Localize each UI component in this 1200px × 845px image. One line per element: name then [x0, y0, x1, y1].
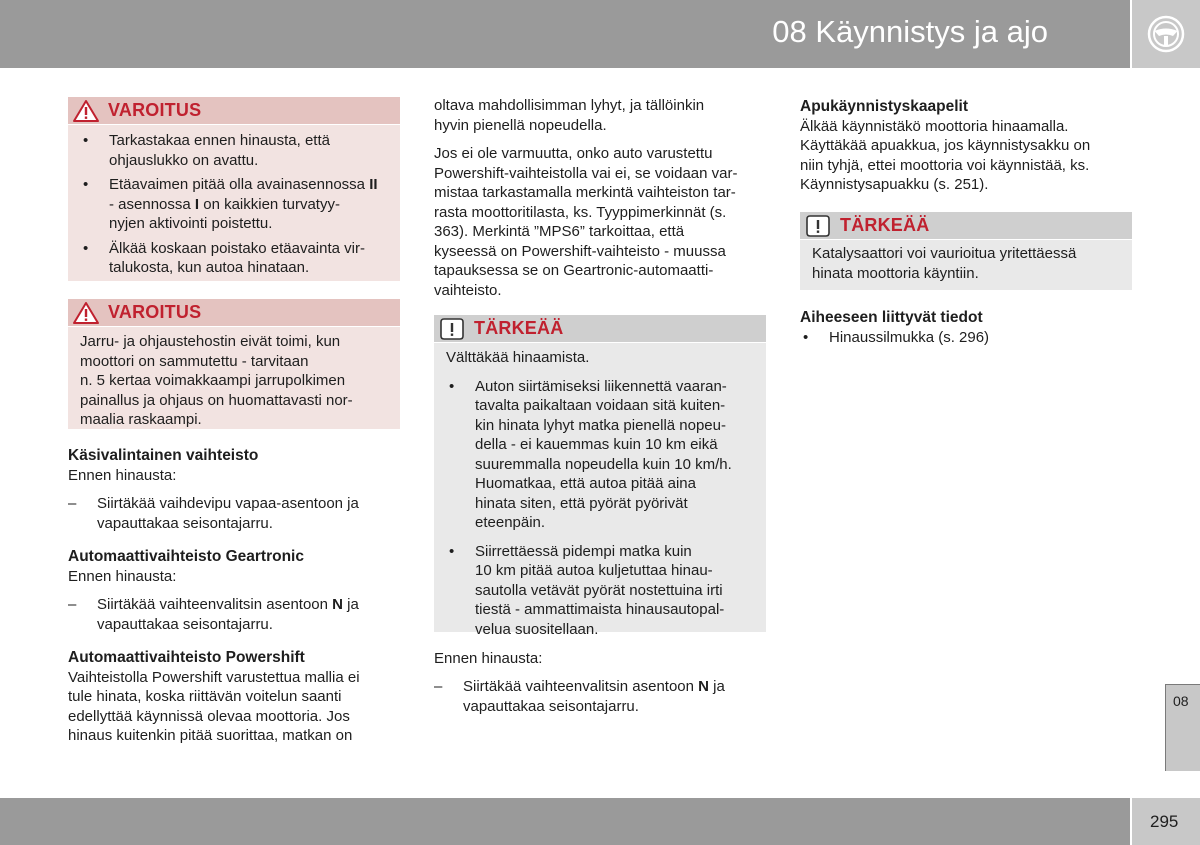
- paragraph: Jos ei ole varmuutta, onko auto varustettu Powershift-vaihteistolla vai ei, se voidaan var- mistaa tarkastamalla merkintä vaihteiston tar- rasta moottoritilasta, ks. Tyyppimerkinnät (s. 363). Merkintä ”MPS6” tarkoittaa, että kyseessä on Powershift-vaihteisto - muussa tapauksessa se on Geartronic-automaatti- vaihteisto.: [434, 145, 738, 299]
- section-text: Älkää käynnistäkö moottoria hinaamalla. Käyttäkää apuakkua, jos käynnistysakku on niin tyhjä, ettei moottoria voi käynnistää, ks. Käynnistysapuakku (s. 251).: [800, 117, 1091, 193]
- important-intro: Välttäkää hinaamista.: [446, 349, 590, 366]
- important-text: Katalysaattori voi vaurioitua yritettäessä hinata moottoria käyntiin.: [812, 245, 1077, 282]
- warning-triangle-icon: [68, 299, 104, 326]
- exclamation-icon: [434, 315, 470, 342]
- section-heading: Automaattivaihteisto Geartronic: [68, 548, 304, 565]
- section-powershift: [68, 648, 400, 746]
- step-item: – Siirtäkää vaihteenvalitsin asentoon N ja vapauttakaa seisontajarru.: [68, 595, 400, 634]
- chapter-tab-label: 08: [1173, 693, 1189, 709]
- paragraph: oltava mahdollisimman lyhyt, ja tällöinkin hyvin pienellä nopeudella.: [434, 97, 705, 134]
- warning-triangle-icon: [68, 97, 104, 124]
- list-item: • Siirrettäessä pidempi matka kuin 10 km pitää autoa kuljetuttaa hinau- sautolla vetävät pyörät nostettuina irti tiestä - ammattimaista hinausautopal- velua suositellaan.: [446, 542, 752, 640]
- section-text: Vaihteistolla Powershift varustettua mallia ei tule hinata, koska riittävän voitelun saanti edellyttää käynnissä olevaa moottoria. Jos hinaus kuitenkin pitää suorittaa, matkan on: [68, 668, 360, 744]
- section-heading: Apukäynnistyskaapelit: [800, 98, 968, 115]
- warning-list: [80, 131, 386, 278]
- step-list: [68, 494, 400, 533]
- section-heading: Automaattivaihteisto Powershift: [68, 649, 305, 666]
- important-label: TÄRKEÄÄ: [474, 317, 564, 338]
- exclamation-icon: [800, 212, 836, 239]
- chapter-title: 08 Käynnistys ja ajo: [772, 14, 1048, 49]
- header-bar: [0, 0, 1130, 68]
- warning-box-steering-lock: [68, 97, 400, 281]
- important-header: [800, 212, 1132, 240]
- section-intro: Ennen hinausta:: [68, 466, 177, 484]
- important-box-towing: [434, 315, 766, 638]
- warning-header: [68, 97, 400, 125]
- important-label: TÄRKEÄÄ: [840, 214, 930, 235]
- list-item: • Auton siirtämiseksi liikennettä vaaran- tavalta paikaltaan voidaan sitä kuiten- kin hinata lyhyt matka pienellä nopeu- della - ei kauemmas kuin 10 km eikä suuremmalla nopeudella kuin 10 km/h. Huomatkaa, että autoa pitää aina hinata siten, että pyörät pyörivät eteenpäin.: [446, 377, 752, 533]
- list-item: • Älkää koskaan poistako etäavainta vir- talukosta, kun autoa hinataan.: [80, 239, 386, 278]
- steering-wheel-icon: [1146, 14, 1186, 54]
- step-item: – Siirtäkää vaihdevipu vapaa-asentoon ja vapauttakaa seisontajarru.: [68, 494, 400, 533]
- list-item: • Tarkastakaa ennen hinausta, että ohjauslukko on avattu.: [80, 131, 386, 170]
- section-geartronic: [68, 547, 400, 634]
- section-jumper-cables: [800, 97, 1132, 195]
- step-list: [434, 677, 766, 716]
- warning-box-brakes: [68, 299, 400, 429]
- chapter-tab[interactable]: [1165, 684, 1200, 771]
- warning-text: Jarru- ja ohjaustehostin eivät toimi, kun moottori on sammutettu - tarvitaan n. 5 kertaa voimakkaampi jarrupolkimen painallus ja ohjaus on huomattavasti nor- maalia raskaampi.: [80, 333, 353, 428]
- warning-header: [68, 299, 400, 327]
- chapter-icon-box: [1132, 0, 1200, 68]
- warning-label: VAROITUS: [108, 99, 202, 120]
- related-list: [800, 328, 1132, 348]
- section-heading: Aiheeseen liittyvät tiedot: [800, 309, 983, 326]
- section-heading: Käsivalintainen vaihteisto: [68, 447, 259, 464]
- important-header: [434, 315, 766, 343]
- related-link[interactable]: • Hinaussilmukka (s. 296): [800, 328, 1132, 348]
- section-manual: [68, 446, 400, 533]
- section-intro: Ennen hinausta:: [68, 567, 177, 585]
- page-number: 295: [1150, 812, 1179, 831]
- important-list: [446, 377, 752, 640]
- section-related: [800, 308, 1132, 352]
- list-item: • Etäavaimen pitää olla avainasennossa II - asennossa I on kaikkien turvatyy- nyjen aktivointi poistettu.: [80, 175, 386, 234]
- section-intro: Ennen hinausta:: [434, 650, 543, 667]
- warning-label: VAROITUS: [108, 301, 202, 322]
- step-list: [68, 595, 400, 634]
- footer-bar: [0, 798, 1130, 845]
- step-item: – Siirtäkää vaihteenvalitsin asentoon N ja vapauttakaa seisontajarru.: [434, 677, 766, 716]
- important-box-catalyst: [800, 212, 1132, 290]
